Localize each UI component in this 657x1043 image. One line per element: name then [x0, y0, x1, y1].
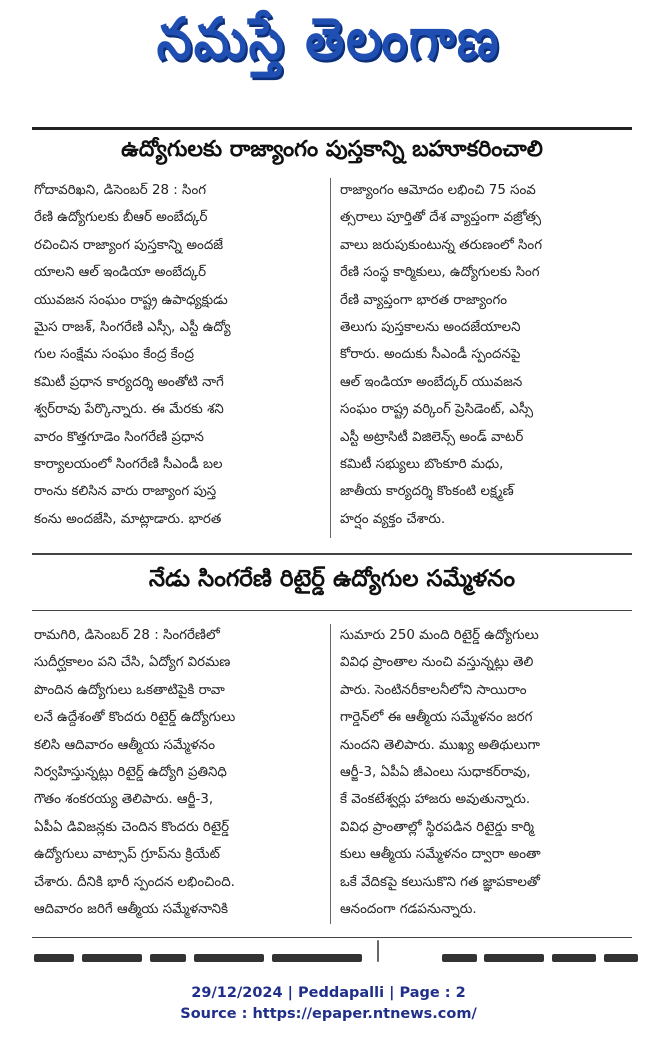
text-line: నిర్వహిస్తున్నట్లు రిటైర్డ్ ఉద్యోగి ప్రతినిధి [34, 765, 227, 781]
text-line: వాలు జరుపుకుంటున్న తరుణంలో సింగ [340, 237, 543, 253]
text-line: కోరారు. అందుకు సీఎండీ స్పందనపై [340, 347, 521, 363]
text-line: తెలుగు పుస్తకాలను అందజేయాలని [340, 320, 521, 336]
masthead [0, 0, 657, 92]
text-line: సుమారు 250 మంది రిటైర్డ్ ఉద్యోగులు [340, 628, 539, 643]
text-line: సంఘం రాష్ట్ర వర్కింగ్ ప్రెసిడెంట్, ఎస్సీ [340, 402, 534, 418]
text-line: ఆర్జీ-3, ఏపీఏ జీఎంలు సుధాకర్‌రావు, [340, 765, 531, 781]
text-line: కమిటీ ప్రధాన కార్యదర్శి అంతోటి నాగే [34, 374, 224, 390]
truncated-next-headline [32, 940, 642, 962]
footer-date-edition: 29/12/2024 | Peddapalli | Page : 2 [191, 985, 466, 1001]
article2-top-rule [32, 553, 632, 555]
text-line: ఉద్యోగులు వాట్సాప్ గ్రూప్‌ను క్రియేట్ [34, 847, 220, 863]
text-line: రామగిరి, డిసెంబర్ 28 : సింగరేణిలో [34, 628, 220, 643]
text-line: కలిసి ఆదివారం ఆత్మీయ సమ్మేళనం [34, 737, 215, 753]
text-line: గుల సంక్షేమ సంఘం కేంద్ర కేంద్ర [34, 347, 194, 363]
text-line: కమిటీ సభ్యులు బొంకూరి మధు, [340, 457, 504, 473]
text-line: యువజన సంఘం రాష్ట్ర ఉపాధ్యక్షుడు [34, 292, 228, 308]
article1-top-rule [32, 127, 632, 130]
text-line: వివిధ ప్రాంతాల నుంచి వస్తున్నట్లు తెలి [340, 655, 534, 671]
text-line: లనే ఉద్దేశంతో కొందరు రిటైర్డ్ ఉద్యోగులు [34, 710, 236, 726]
text-line: శ్వర్‌రావు పేర్కొన్నారు. ఈ మేరకు శని [34, 402, 224, 418]
article1-left-column [34, 177, 318, 539]
text-line: మైస రాజశ్, సింగరేణి ఎస్సీ, ఎస్టీ ఉద్యో [34, 320, 231, 336]
text-line: కార్యాలయంలో సింగరేణి సీఎండీ బల [34, 457, 223, 473]
article2-column-divider [330, 624, 331, 924]
text-line: ఒకే వేదికపై కలుసుకొని గత జ్ఞాపకాలతో [340, 874, 540, 890]
text-line: కంను అందజేసి, మాట్లాడారు. భారత [34, 511, 222, 527]
text-line: కులు ఆత్మీయ సమ్మేళనం ద్వారా అంతా [340, 847, 541, 863]
next-article-rule [32, 937, 632, 938]
text-line: వారం కొత్తగూడెం సింగరేణి ప్రధాన [34, 429, 204, 445]
article1-headline: ఉద్యోగులకు రాజ్యాంగం పుస్తకాన్ని బహూకరించాలి [121, 137, 543, 162]
text-line: రేణి సంస్థ కార్మికులు, ఉద్యోగులకు సింగ [340, 265, 540, 281]
newspaper-title: నమస్తే తెలంగాణ [156, 5, 501, 72]
text-line: గార్డెన్‌లో ఈ ఆత్మీయ సమ్మేళనం జరగ [340, 710, 533, 726]
article2-headline-rule [32, 610, 632, 611]
text-line: కే వెంకటేశ్వర్లు హాజరు అవుతున్నారు. [340, 792, 531, 808]
text-line: రేణి వ్యాప్తంగా భారత రాజ్యాంగం [340, 292, 508, 308]
text-line: సుదీర్ఘకాలం పని చేసి, ఏద్యోగ విరమణ [34, 655, 231, 671]
text-line: హర్షం వ్యక్తం చేశారు. [340, 511, 446, 527]
text-line: త్సరాలు పూర్తితో దేశ వ్యాప్తంగా వజ్రోత్స [340, 210, 542, 226]
text-line: ఆదివారం జరిగే ఆత్మీయ సమ్మేళనానికి [34, 902, 229, 918]
text-line: యాలని ఆల్ ఇండియా అంబేద్కర్ [34, 265, 207, 281]
text-line: పారు. సెంటినరీకాలనీలోని సాయిరాం [340, 682, 527, 698]
text-line: గౌతం శంకరయ్య తెలిపారు. ఆర్జీ-3, [34, 792, 214, 808]
text-line: ఆనందంగా గడపనున్నారు. [340, 902, 477, 918]
article1-right-column [340, 177, 624, 539]
text-line: రాజ్యాంగం ఆమోదం లభించి 75 సంవ [340, 183, 536, 198]
text-line: రాంను కలిసిన వారు రాజ్యాంగ పుస్త [34, 484, 217, 500]
text-line: జాతీయ కార్యదర్శి కొంకంటి లక్ష్మణ్ [340, 484, 514, 500]
text-line: వివిధ ప్రాంతాల్లో స్థిరపడిన రిటైర్డు కార్మి [340, 819, 534, 835]
text-line: నుందని తెలిపారు. ముఖ్య అతిథులుగా [340, 737, 540, 753]
text-line: రచించిన రాజ్యాంగ పుస్తకాన్ని అందజే [34, 237, 224, 253]
text-line: పొందిన ఉద్యోగులు ఒకతాటిపైకి రావా [34, 682, 225, 698]
article1-column-divider [330, 178, 331, 538]
footer-source: Source : https://epaper.ntnews.com/ [180, 1006, 477, 1022]
text-line: ఆల్ ఇండియా అంబేద్కర్ యువజన [340, 374, 523, 390]
text-line: ఎస్టీ అట్రాసిటీ విజిలెన్స్ అండ్ వాటర్ [340, 429, 524, 445]
text-line: ఏపీఏ డివిజన్లకు చెందిన కొందరు రిటైర్డ్ [34, 819, 230, 835]
text-line: రేణి ఉద్యోగులకు బీఆర్ అంబేద్కర్ [34, 210, 208, 226]
article2-right-column [340, 622, 624, 927]
text-line: చేశారు. దీనికి భారీ స్పందన లభించింది. [34, 874, 235, 890]
text-line: గోదావరిఖని, డిసెంబర్ 28 : సింగ [34, 183, 207, 198]
article2-left-column [34, 622, 318, 927]
article2-headline: నేడు సింగరేణి రిటైర్డ్ ఉద్యోగుల సమ్మేళనం [148, 566, 516, 592]
